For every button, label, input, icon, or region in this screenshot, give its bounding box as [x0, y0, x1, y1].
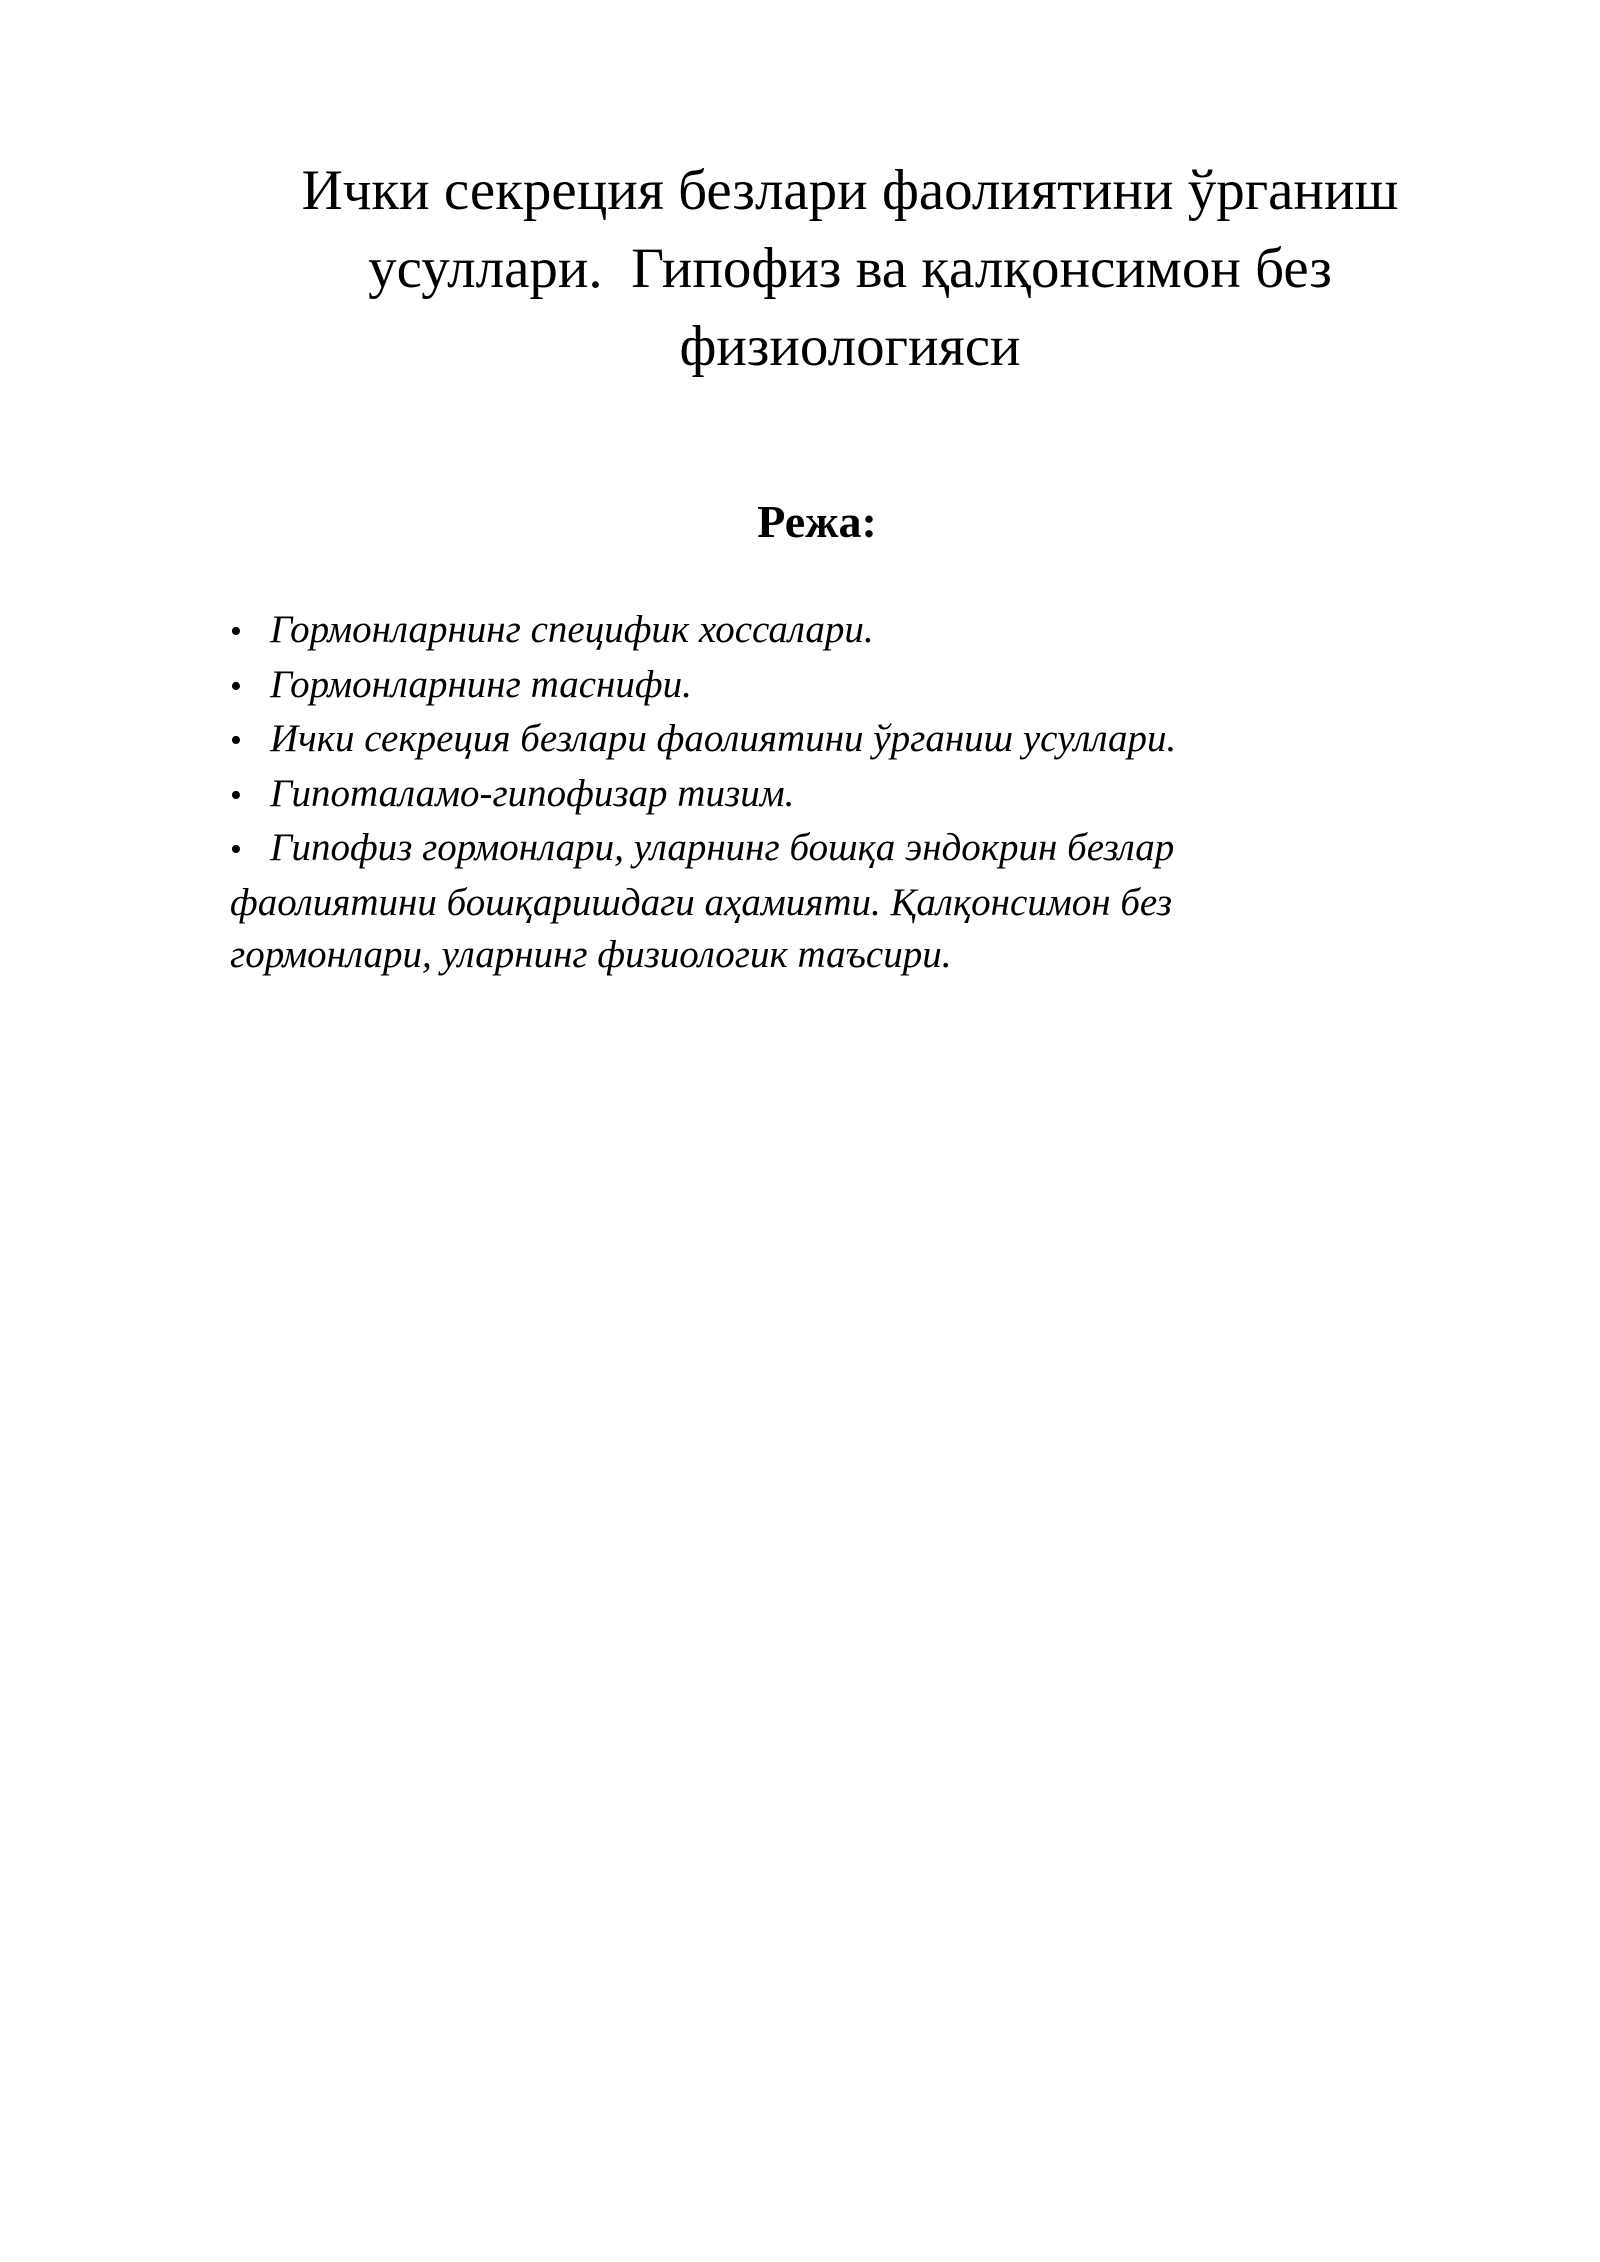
bullet-icon: •	[230, 722, 242, 759]
bullet-icon: •	[230, 667, 242, 705]
title-line: усуллари. Гипофиз ва қалқонсимон без	[368, 237, 1332, 300]
list-item-text: Гормонларнинг таснифи.	[270, 662, 692, 706]
bullet-icon: •	[230, 831, 242, 868]
list-item-text: Гипоталамо-гипофизар тизим.	[270, 771, 795, 815]
list-item-text: Ички секреция безлари фаолиятини ўрганиш усуллари.	[270, 717, 1177, 760]
list-item	[230, 713, 1370, 768]
list-item	[230, 822, 1370, 982]
bullet-icon: •	[230, 613, 242, 650]
list-item-text: фаолиятини бошқаришдаги аҳамияти. Қалқонсимон без	[230, 880, 1172, 924]
document-title	[230, 152, 1470, 386]
list-item	[230, 604, 1370, 659]
plan-list	[230, 604, 1370, 982]
title-line: физиологияси	[679, 315, 1021, 378]
list-item-text: Гипофиз гормонлари, уларнинг бошқа эндокрин безлар	[270, 826, 1175, 869]
list-item	[230, 659, 1370, 714]
list-item-text: Гормонларнинг специфик хоссалари.	[270, 608, 874, 651]
bullet-icon: •	[230, 776, 242, 814]
plan-heading: Режа:	[757, 496, 877, 547]
list-item-text: гормонлари, уларнинг физиологик таъсири.	[230, 933, 952, 976]
title-line: Ички секреция безлари фаолиятини ўрганиш	[301, 159, 1399, 222]
list-item	[230, 768, 1370, 823]
